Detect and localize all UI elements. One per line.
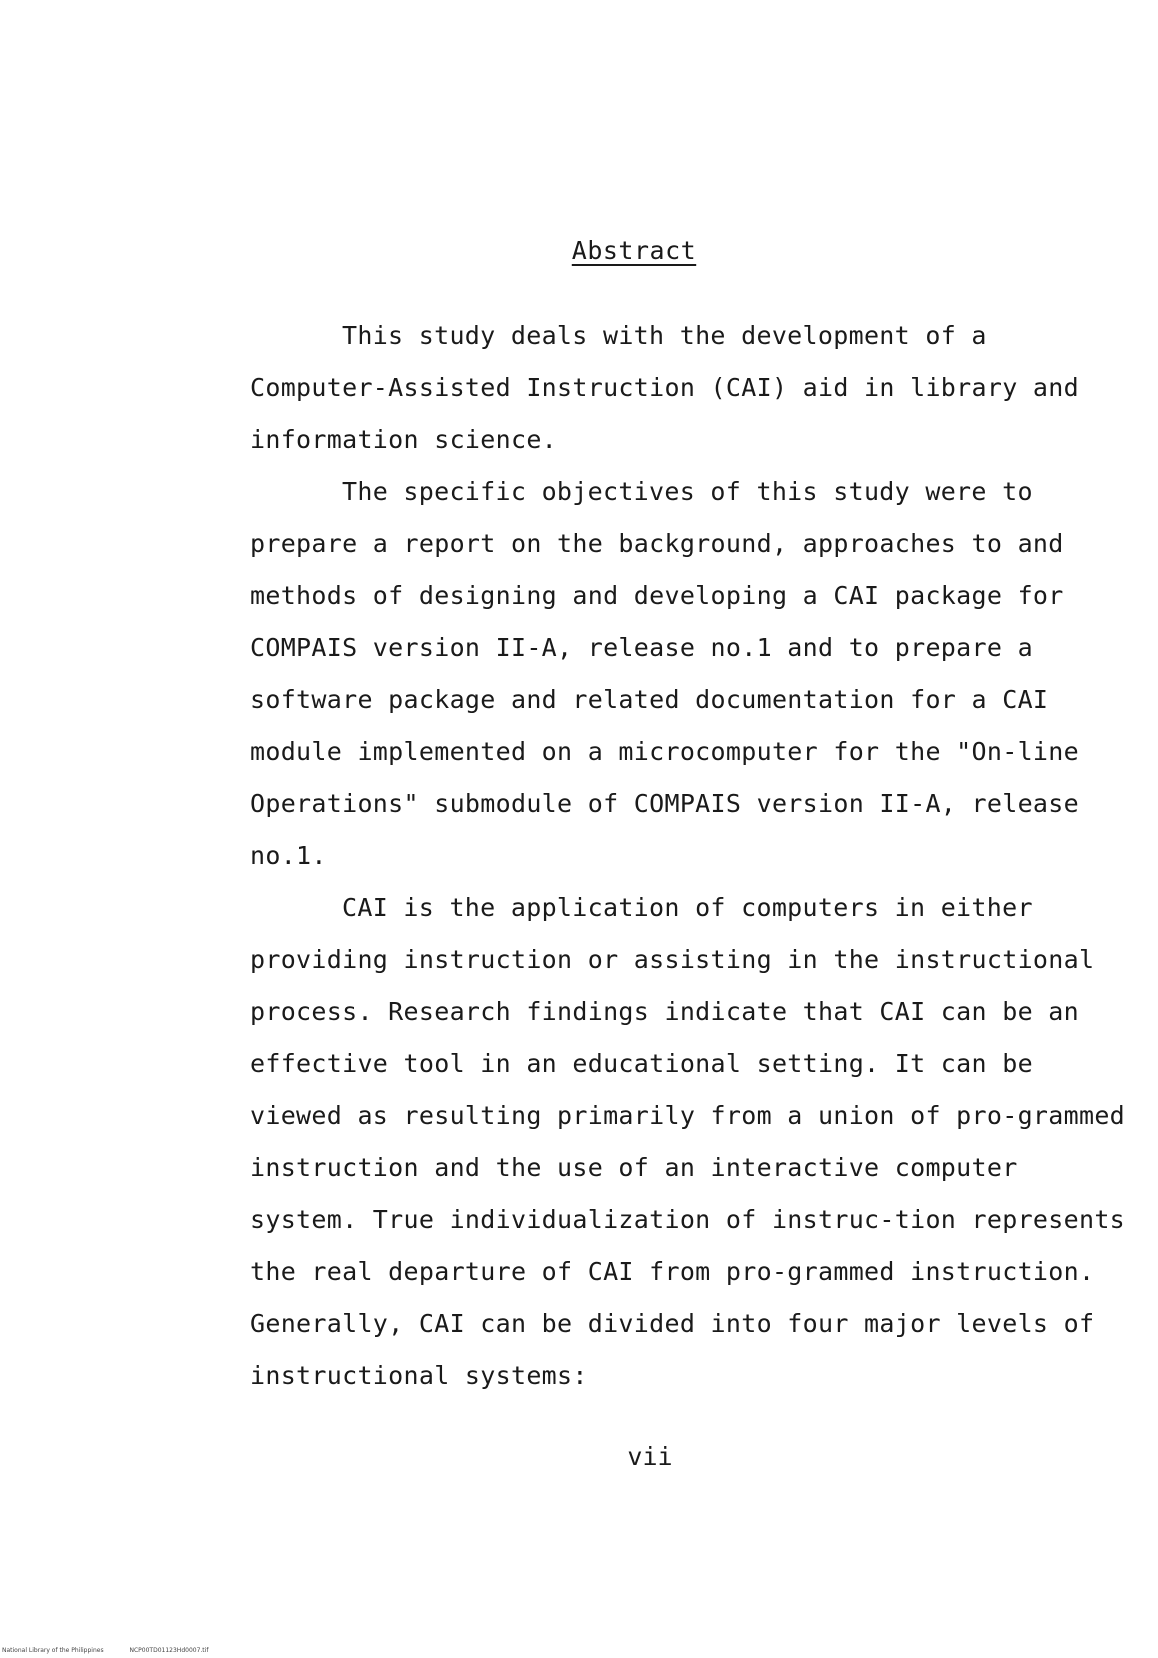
- footer-library-name: National Library of the Philippines: [2, 1647, 104, 1654]
- paragraph-3: CAI is the application of computers in either providing instruction or assisting in the instructional process. Research findings indicate that CAI can be an effective tool in an educational setting. It can be viewed as resulting primarily from a union of pro-grammed instruction and the use of an interactive computer system. True individualization of instruc-tion represents the real departure of CAI from pro-grammed instruction. Generally, CAI can be divided into four major levels of instructional systems:: [250, 893, 1126, 1390]
- footer-file-code: NCP00TD01123Hd0007.tif: [129, 1647, 209, 1654]
- scan-footer: [2, 1647, 232, 1654]
- abstract-body: [250, 310, 1130, 1402]
- paragraph-1: This study deals with the development of a Computer-Assisted Instruction (CAI) aid in library and information science.: [250, 321, 1079, 454]
- abstract-heading: Abstract: [571, 236, 697, 265]
- paragraph-2: The specific objectives of this study were to prepare a report on the background, approaches to and methods of designing and developing a CAI package for COMPAIS version II-A, release no.1 and to prepare a software package and related documentation for a CAI module implemented on a microcomputer for the "On-line Operations" submodule of COMPAIS version II-A, release no.1.: [250, 477, 1079, 870]
- page-number: vii: [627, 1442, 673, 1471]
